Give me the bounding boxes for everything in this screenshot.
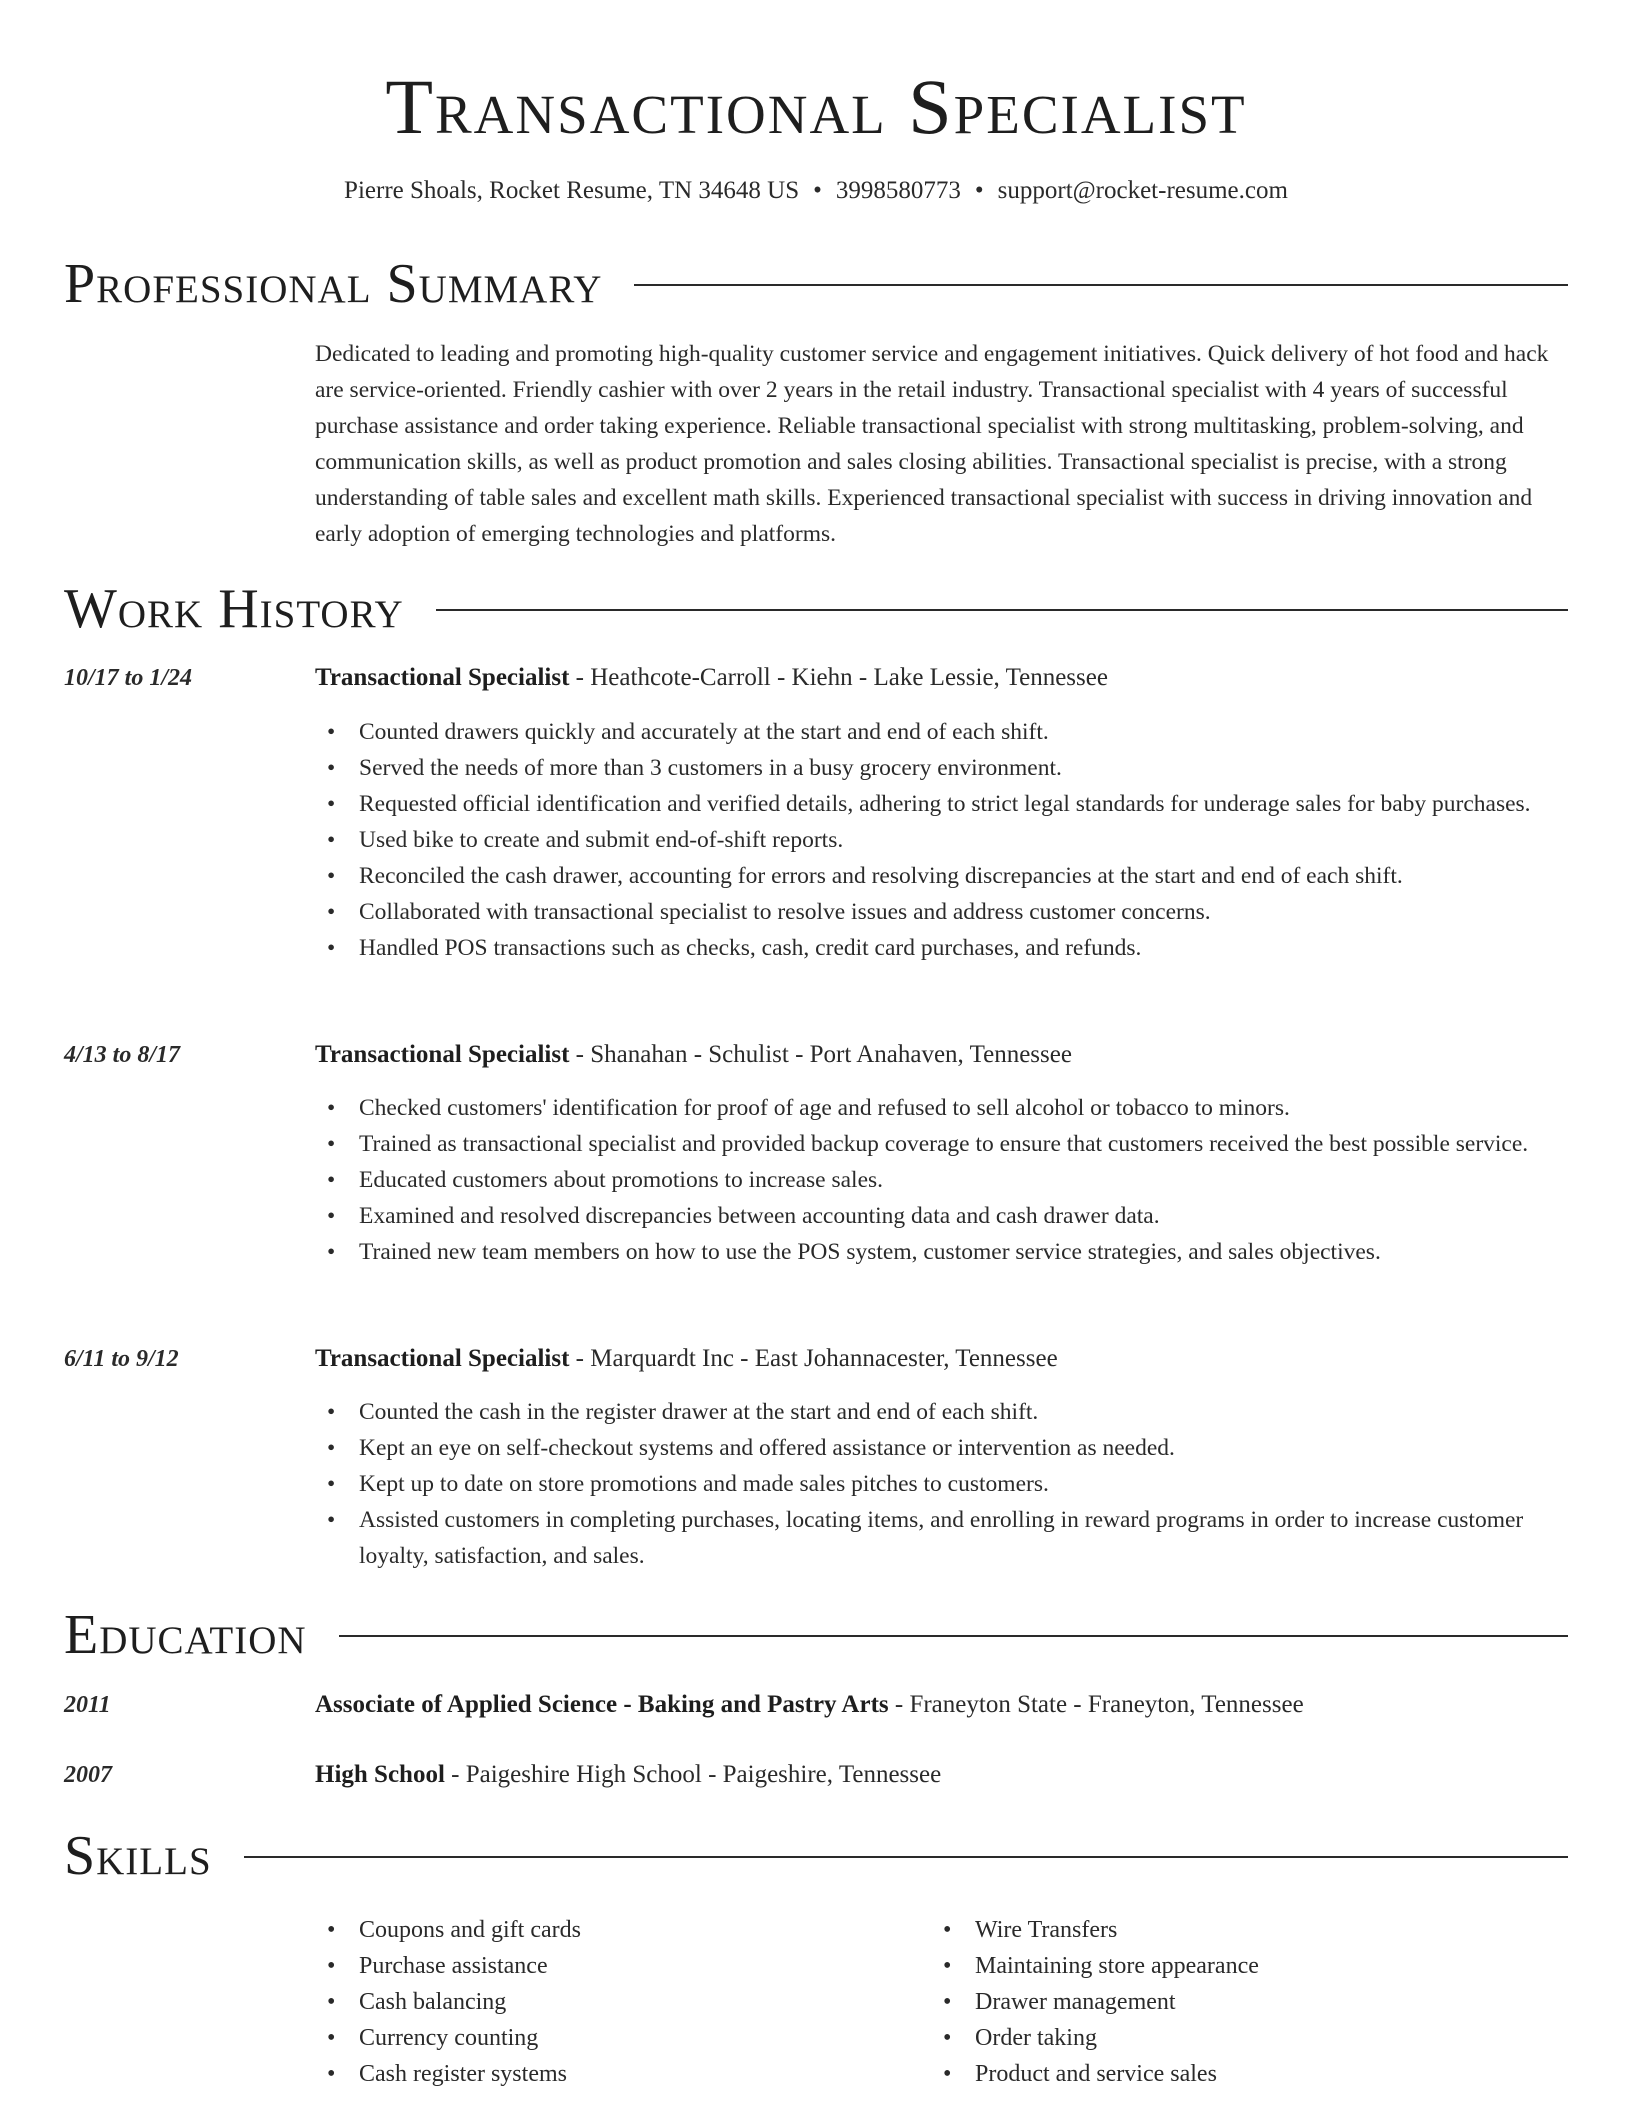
job-heading — [315, 1342, 1570, 1376]
skill-item: • Coupons and gift cards — [315, 1912, 915, 1948]
list-item: • Served the needs of more than 3 customers in a busy grocery environment. — [315, 750, 1570, 786]
education-degree: Associate of Applied Science - Baking and Pastry Arts — [315, 1691, 889, 1718]
list-item: • Counted the cash in the register drawer at the start and end of each shift. — [315, 1394, 1570, 1430]
contact-phone: 3998580773 — [835, 177, 961, 204]
list-item: • Counted drawers quickly and accurately at the start and end of each shift. — [315, 714, 1570, 750]
job-bullets — [315, 714, 1570, 966]
education-entry — [315, 1688, 1570, 1722]
list-item: • Kept an eye on self-checkout systems and offered assistance or intervention as needed. — [315, 1430, 1570, 1466]
section-heading: Professional Summary — [64, 253, 603, 315]
skill-item: • Wire Transfers — [931, 1912, 1571, 1948]
skill-item: • Drawer management — [931, 1984, 1571, 2020]
resume-name: Transactional Specialist — [385, 63, 1247, 150]
section-heading: Education — [64, 1604, 307, 1666]
section-heading: Skills — [64, 1825, 212, 1887]
skill-item: • Purchase assistance — [315, 1948, 915, 1984]
education-degree: High School — [315, 1761, 445, 1788]
skill-item: • Currency counting — [315, 2020, 915, 2056]
section-professional-summary — [64, 252, 1568, 316]
skill-item: • Cash balancing — [315, 1984, 915, 2020]
section-heading: Work History — [64, 578, 404, 640]
list-item: • Kept up to date on store promotions and made sales pitches to customers. — [315, 1466, 1570, 1502]
job-details: - Shanahan - Schulist - Port Anahaven, Tennessee — [569, 1041, 1072, 1068]
contact-separator: • — [974, 177, 984, 204]
list-item: • Examined and resolved discrepancies between accounting data and cash drawer data. — [315, 1198, 1570, 1234]
skills-list-right — [931, 1912, 1571, 2092]
list-item: • Checked customers' identification for proof of age and refused to sell alcohol or tobacco to minors. — [315, 1090, 1570, 1126]
skill-item: • Order taking — [931, 2020, 1571, 2056]
job-details: - Heathcote-Carroll - Kiehn - Lake Lessie, Tennessee — [569, 664, 1108, 691]
section-divider — [634, 284, 1568, 286]
section-skills — [64, 1824, 1568, 1888]
list-item: • Trained new team members on how to use the POS system, customer service strategies, and sales objectives. — [315, 1234, 1570, 1270]
education-entry — [315, 1758, 1570, 1792]
job-bullets — [315, 1090, 1570, 1270]
list-item: • Assisted customers in completing purchases, locating items, and enrolling in reward programs in order to increase customer loyalty, satisfaction, and sales. — [315, 1502, 1570, 1574]
job-dates: 6/11 to 9/12 — [64, 1346, 179, 1372]
list-item: • Trained as transactional specialist and provided backup coverage to ensure that customers received the best possible service. — [315, 1126, 1570, 1162]
section-work-history — [64, 577, 1568, 641]
section-divider — [244, 1856, 1568, 1858]
job-bullets — [315, 1394, 1570, 1574]
skill-item: • Product and service sales — [931, 2056, 1571, 2092]
job-dates: 10/17 to 1/24 — [64, 665, 193, 691]
list-item: • Educated customers about promotions to increase sales. — [315, 1162, 1570, 1198]
job-title: Transactional Specialist — [315, 1345, 570, 1372]
list-item: • Reconciled the cash drawer, accounting for errors and resolving discrepancies at the start and end of each shift. — [315, 858, 1570, 894]
education-details: - Franeyton State - Franeyton, Tennessee — [888, 1691, 1304, 1718]
section-divider — [436, 609, 1568, 611]
job-title: Transactional Specialist — [315, 1041, 570, 1068]
list-item: • Handled POS transactions such as checks, cash, credit card purchases, and refunds. — [315, 930, 1570, 966]
list-item: • Requested official identification and verified details, adhering to strict legal standards for underage sales for baby purchases. — [315, 786, 1570, 822]
contact-email[interactable]: support@rocket-resume.com — [997, 177, 1288, 204]
job-details: - Marquardt Inc - East Johannacester, Tennessee — [569, 1345, 1058, 1372]
job-title: Transactional Specialist — [315, 664, 570, 691]
education-details: - Paigeshire High School - Paigeshire, Tennessee — [444, 1761, 942, 1788]
contact-separator: • — [813, 177, 822, 204]
section-education — [64, 1603, 1568, 1667]
job-heading — [315, 1038, 1570, 1072]
summary-text: Dedicated to leading and promoting high-quality customer service and engagement initiatives. Quick delivery of hot food and hack are service-oriented. Friendly cashier with over 2 years in the retail industry. Transactional specialist with 4 years of successful purchase assistance and order taking experience. Reliable transactional specialist with strong multitasking, problem-solving, and communication skills, as well as product promotion and sales closing abilities. Transactional specialist is precise, with a strong understanding of table sales and excellent math skills. Experienced transactional specialist with success in driving innovation and early adoption of emerging technologies and platforms. — [315, 341, 1549, 547]
job-heading — [315, 661, 1570, 695]
list-item: • Collaborated with transactional specialist to resolve issues and address customer concerns. — [315, 894, 1570, 930]
skill-item: • Maintaining store appearance — [931, 1948, 1571, 1984]
section-divider — [339, 1635, 1568, 1637]
skills-list-left — [315, 1912, 915, 2092]
skill-item: • Cash register systems — [315, 2056, 915, 2092]
list-item: • Used bike to create and submit end-of-shift reports. — [315, 822, 1570, 858]
contact-line — [0, 174, 1632, 208]
education-year: 2007 — [64, 1762, 112, 1788]
job-dates: 4/13 to 8/17 — [64, 1042, 181, 1068]
education-year: 2011 — [64, 1692, 111, 1718]
contact-address: Pierre Shoals, Rocket Resume, TN 34648 US — [344, 177, 800, 204]
